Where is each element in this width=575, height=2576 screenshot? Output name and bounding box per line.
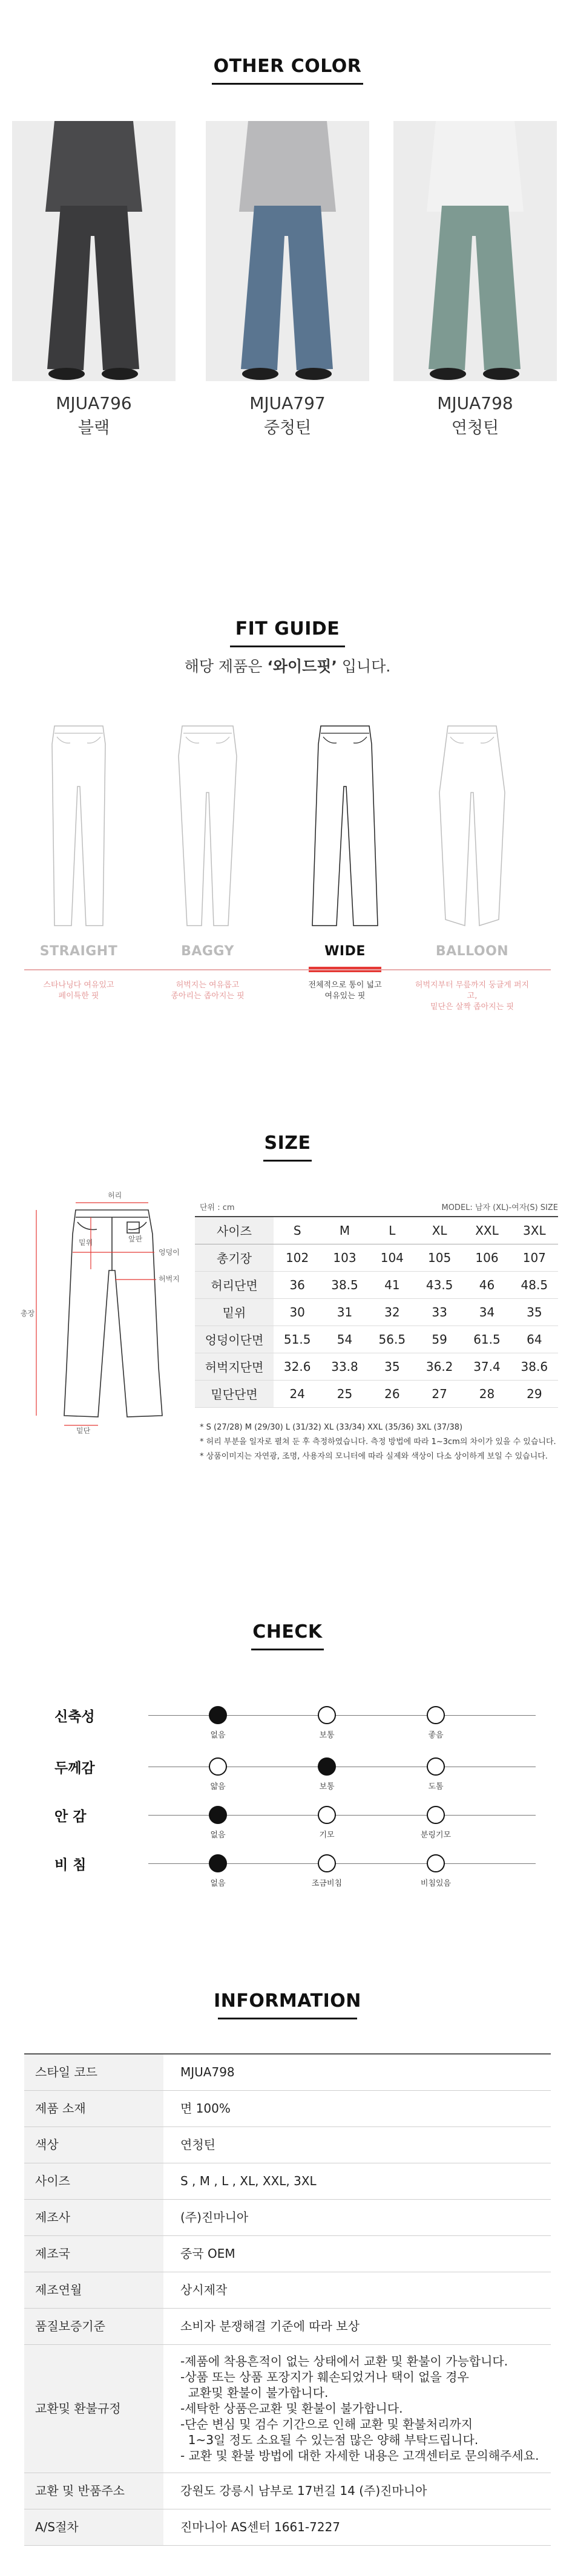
table-row [24, 2272, 551, 2308]
measurement-value: 38.6 [511, 1353, 558, 1380]
check-option-label: 도톰 [428, 1782, 444, 1791]
fit-type-wide [284, 720, 406, 959]
info-value-line: -세탁한 상품은교환 및 환불이 불가합니다. [180, 2401, 403, 2416]
info-value-line: 연청틴 [180, 2137, 215, 2152]
measurement-value: 31 [321, 1298, 368, 1326]
info-value-line: -단순 변심 및 검수 기간으로 인해 교환 및 환불처리까지 [180, 2417, 473, 2431]
title-underline [263, 1160, 312, 1162]
check-dot [318, 1854, 336, 1872]
other-color-title: OTHER COLOR [0, 56, 575, 85]
fit-type-baggy [147, 720, 268, 959]
table-row [24, 2054, 551, 2090]
product-photo [12, 121, 176, 381]
check-dot [318, 1706, 336, 1724]
measurement-value: 35 [369, 1353, 416, 1380]
drawing-label-thigh: 허벅지 [159, 1275, 180, 1283]
measurement-value: 24 [274, 1380, 321, 1407]
info-value-line: -상품 또는 상품 포장지가 훼손되었거나 택이 없을 경우 [180, 2370, 469, 2384]
fit-scale-line [24, 969, 551, 970]
info-value [163, 2344, 551, 2473]
info-value-line: 1~3일 정도 소요될 수 있는점 많은 양해 부탁드립니다. [180, 2433, 479, 2447]
check-dot [427, 1854, 445, 1872]
measurement-value: 103 [321, 1244, 368, 1271]
info-value-line: 중국 OEM [180, 2246, 235, 2261]
color-code: MJUA796 [56, 393, 132, 413]
measurement-value: 30 [274, 1298, 321, 1326]
check-dot [427, 1706, 445, 1724]
model-wearing-pants-image [393, 121, 557, 381]
measurement-value: 28 [463, 1380, 510, 1407]
measurement-value: 34 [463, 1298, 510, 1326]
check-dot [427, 1757, 445, 1776]
other-color-item[interactable] [393, 121, 557, 438]
measurement-label: 허리단면 [195, 1271, 274, 1298]
size-model: MODEL: 남자 (XL)-여자(S) SIZE [441, 1203, 558, 1212]
check-dot-selected [209, 1706, 227, 1724]
fit-description-line: 허벅지부터 무릎까지 둥글게 퍼지고, [415, 981, 530, 1001]
check-label: 신축성 [54, 1709, 95, 1725]
size-column-header: 3XL [511, 1217, 558, 1244]
size-column-header: S [274, 1217, 321, 1244]
measurement-value: 105 [416, 1244, 463, 1271]
check-label: 안 감 [54, 1809, 87, 1825]
info-value [163, 2163, 551, 2199]
table-row [24, 2090, 551, 2127]
table-row [24, 2127, 551, 2163]
info-value-line: 교환및 환불이 불가합니다. [180, 2385, 329, 2400]
info-value-line: -제품에 착용흔적이 없는 상태에서 교환 및 환불이 가능합니다. [180, 2354, 508, 2368]
product-photo [393, 121, 557, 381]
check-dot-selected [209, 1854, 227, 1872]
fit-description-line: 스타나닝다 여유있고 [43, 981, 114, 990]
pants-silhouette-icon [430, 720, 514, 932]
check-dot [318, 1806, 336, 1824]
drawing-label-hip: 엉덩이 [159, 1248, 180, 1257]
fit-label: BAGGY [181, 944, 234, 959]
check-option-label: 없음 [210, 1879, 226, 1888]
check-option-label: 조금비침 [311, 1879, 343, 1888]
measurement-value: 36 [274, 1271, 321, 1298]
table-row [24, 2509, 551, 2545]
check-scale-line [148, 1863, 536, 1864]
fit-description-line: 허벅지는 여유롭고 [176, 981, 240, 990]
title-underline [251, 1649, 324, 1650]
info-value-line: (주)진마니아 [180, 2210, 249, 2225]
information-title: INFORMATION [0, 1990, 575, 2019]
check-scale-line [148, 1715, 536, 1716]
measurement-value: 54 [321, 1326, 368, 1353]
fit-type-straight [18, 720, 139, 959]
measurement-value: 32 [369, 1298, 416, 1326]
check-dot [209, 1757, 227, 1776]
check-dot-selected [209, 1806, 227, 1824]
size-column-header: XL [416, 1217, 463, 1244]
fit-description-line: 종아리는 좁아지는 핏 [171, 992, 245, 1001]
check-option-label: 좋음 [428, 1731, 444, 1740]
color-name: 중청틴 [263, 419, 312, 437]
drawing-label-front: 앞판 [128, 1235, 143, 1243]
measurement-value: 36.2 [416, 1353, 463, 1380]
info-key: A/S절차 [24, 2509, 163, 2545]
other-color-item[interactable] [206, 121, 369, 438]
measurement-label: 엉덩이단면 [195, 1326, 274, 1353]
pants-silhouette-icon [303, 720, 387, 932]
size-column-header: M [321, 1217, 368, 1244]
measurement-value: 33.8 [321, 1353, 368, 1380]
drawing-label-rise: 밑위 [79, 1238, 93, 1247]
info-value [163, 2272, 551, 2308]
title-underline [218, 2018, 357, 2019]
table-row [24, 2308, 551, 2344]
size-column-header: 사이즈 [195, 1217, 274, 1244]
fit-type-balloon [412, 720, 533, 959]
fit-guide-title: FIT GUIDE [0, 618, 575, 647]
measurement-value: 38.5 [321, 1271, 368, 1298]
check-dot [427, 1806, 445, 1824]
info-value [163, 2199, 551, 2235]
table-row [195, 1271, 558, 1298]
check-option-label: 기모 [319, 1831, 335, 1840]
top-garment [239, 121, 336, 212]
info-value [163, 2509, 551, 2545]
measurement-value: 102 [274, 1244, 321, 1271]
size-unit: 단위 : cm [200, 1203, 235, 1212]
check-option-label: 없음 [210, 1831, 226, 1840]
check-label: 두께감 [54, 1760, 95, 1776]
size-column-header: L [369, 1217, 416, 1244]
measurement-value: 51.5 [274, 1326, 321, 1353]
color-code: MJUA798 [437, 393, 513, 413]
measurement-value: 37.4 [463, 1353, 510, 1380]
measurement-value: 25 [321, 1380, 368, 1407]
info-key: 제품 소재 [24, 2090, 163, 2127]
info-value-line: 소비자 분쟁해결 기준에 따라 보상 [180, 2319, 360, 2333]
size-note: * 상품이미지는 자연광, 조명, 사용자의 모니터에 따라 실제와 색상이 다소 상이하게 보일 수 있습니다. [200, 1452, 548, 1461]
size-table [195, 1216, 558, 1408]
check-option-label: 보통 [319, 1731, 335, 1740]
info-value-line: 상시제작 [180, 2283, 228, 2297]
measurement-value: 64 [511, 1326, 558, 1353]
check-label: 비 침 [54, 1857, 87, 1873]
fit-label: STRAIGHT [39, 944, 118, 959]
product-photo [206, 121, 369, 381]
info-key: 스타일 코드 [24, 2054, 163, 2090]
info-key: 제조국 [24, 2235, 163, 2272]
size-title: SIZE [0, 1133, 575, 1162]
fit-description [284, 980, 406, 1002]
table-row [195, 1298, 558, 1326]
check-option-label: 분링기모 [420, 1831, 452, 1840]
fit-description [147, 980, 268, 1002]
measurement-label: 밑단단면 [195, 1380, 274, 1407]
color-name: 블랙 [77, 419, 110, 437]
info-key: 품질보증기준 [24, 2308, 163, 2344]
table-row [24, 2344, 551, 2473]
measurement-value: 104 [369, 1244, 416, 1271]
measurement-value: 46 [463, 1271, 510, 1298]
measurement-value: 59 [416, 1326, 463, 1353]
check-option-label: 보통 [319, 1782, 335, 1791]
size-table-body [195, 1244, 558, 1407]
info-key: 제조연월 [24, 2272, 163, 2308]
fit-description-line: 페이특한 핏 [58, 992, 99, 1001]
other-color-item[interactable] [12, 121, 176, 438]
check-option-label: 얇음 [210, 1782, 226, 1791]
pants-silhouette-icon [165, 720, 250, 932]
check-dot-selected [318, 1757, 336, 1776]
measurement-value: 33 [416, 1298, 463, 1326]
measurement-value: 29 [511, 1380, 558, 1407]
table-row [195, 1353, 558, 1380]
model-wearing-pants-image [12, 121, 176, 381]
check-option-label: 없음 [210, 1731, 226, 1740]
table-row [195, 1326, 558, 1353]
title-underline [230, 646, 345, 647]
measurement-value: 26 [369, 1380, 416, 1407]
measurement-value: 106 [463, 1244, 510, 1271]
info-value [163, 2054, 551, 2090]
info-key: 교환및 환불규정 [24, 2344, 163, 2473]
measurement-value: 43.5 [416, 1271, 463, 1298]
pants-measurement-drawing [18, 1186, 194, 1434]
measurement-value: 61.5 [463, 1326, 510, 1353]
info-value-line: - 교환 및 환불 방법에 대한 자세한 내용은 고객센터로 문의해주세요. [180, 2448, 539, 2463]
fit-description-line: 밑단은 살짝 좁아지는 핏 [430, 1002, 514, 1012]
top-garment [45, 121, 142, 212]
measurement-value: 107 [511, 1244, 558, 1271]
drawing-label-length: 총장 [21, 1309, 35, 1318]
size-note: * 허리 부분을 일자로 펼쳐 둔 후 측정하였습니다. 측정 방법에 따라 1~3cm의 차이가 있을 수 있습니다. [200, 1437, 556, 1447]
drawing-label-waist: 허리 [108, 1191, 122, 1200]
measurement-value: 35 [511, 1298, 558, 1326]
table-row [195, 1380, 558, 1407]
table-row [24, 2163, 551, 2199]
measurement-label: 총기장 [195, 1244, 274, 1271]
fit-description-line: 여유있는 핏 [324, 992, 366, 1001]
info-value-line: MJUA798 [180, 2065, 235, 2080]
color-code: MJUA797 [249, 393, 326, 413]
info-key: 제조사 [24, 2199, 163, 2235]
size-table-header [195, 1217, 558, 1244]
model-wearing-pants-image [206, 121, 369, 381]
table-row [24, 2235, 551, 2272]
info-value [163, 2235, 551, 2272]
info-value-line: 진마니아 AS센터 1661-7227 [180, 2520, 341, 2534]
table-row [24, 2199, 551, 2235]
drawing-label-hem: 밑단 [76, 1427, 91, 1434]
measurement-value: 56.5 [369, 1326, 416, 1353]
measurement-value: 48.5 [511, 1271, 558, 1298]
measurement-value: 41 [369, 1271, 416, 1298]
size-note: * S (27/28) M (29/30) L (31/32) XL (33/34) XXL (35/36) 3XL (37/38) [200, 1423, 463, 1432]
info-value [163, 2473, 551, 2509]
information-table [24, 2053, 551, 2546]
pants-silhouette-icon [36, 720, 121, 932]
check-option-label: 비침있음 [420, 1879, 452, 1888]
info-value-line: 강원도 강릉시 남부로 17번길 14 (주)진마니아 [180, 2483, 427, 2498]
fit-label: BALLOON [435, 944, 509, 959]
size-column-header: XXL [463, 1217, 510, 1244]
info-key: 교환 및 반품주소 [24, 2473, 163, 2509]
check-scale-line [148, 1815, 536, 1816]
table-row [195, 1244, 558, 1271]
info-value-line: 면 100% [180, 2101, 231, 2116]
info-value-line: S , M , L , XL, XXL, 3XL [180, 2174, 317, 2188]
table-row [24, 2473, 551, 2509]
check-title: CHECK [0, 1621, 575, 1650]
top-garment [427, 121, 524, 212]
fit-description-line: 전체적으로 통이 넓고 [308, 981, 382, 990]
color-name: 연청틴 [451, 419, 499, 437]
measurement-value: 32.6 [274, 1353, 321, 1380]
fit-description [18, 980, 139, 1002]
title-underline [212, 83, 363, 85]
measurement-label: 허벅지단면 [195, 1353, 274, 1380]
fit-label: WIDE [324, 944, 366, 959]
fit-description [412, 980, 533, 1013]
fit-guide-subtitle: 해당 제품은 ‘와이드핏’ 입니다. [184, 658, 391, 675]
info-value [163, 2308, 551, 2344]
measurement-label: 밑위 [195, 1298, 274, 1326]
measurement-value: 27 [416, 1380, 463, 1407]
info-key: 사이즈 [24, 2163, 163, 2199]
info-key: 색상 [24, 2127, 163, 2163]
info-value [163, 2127, 551, 2163]
info-value [163, 2090, 551, 2127]
